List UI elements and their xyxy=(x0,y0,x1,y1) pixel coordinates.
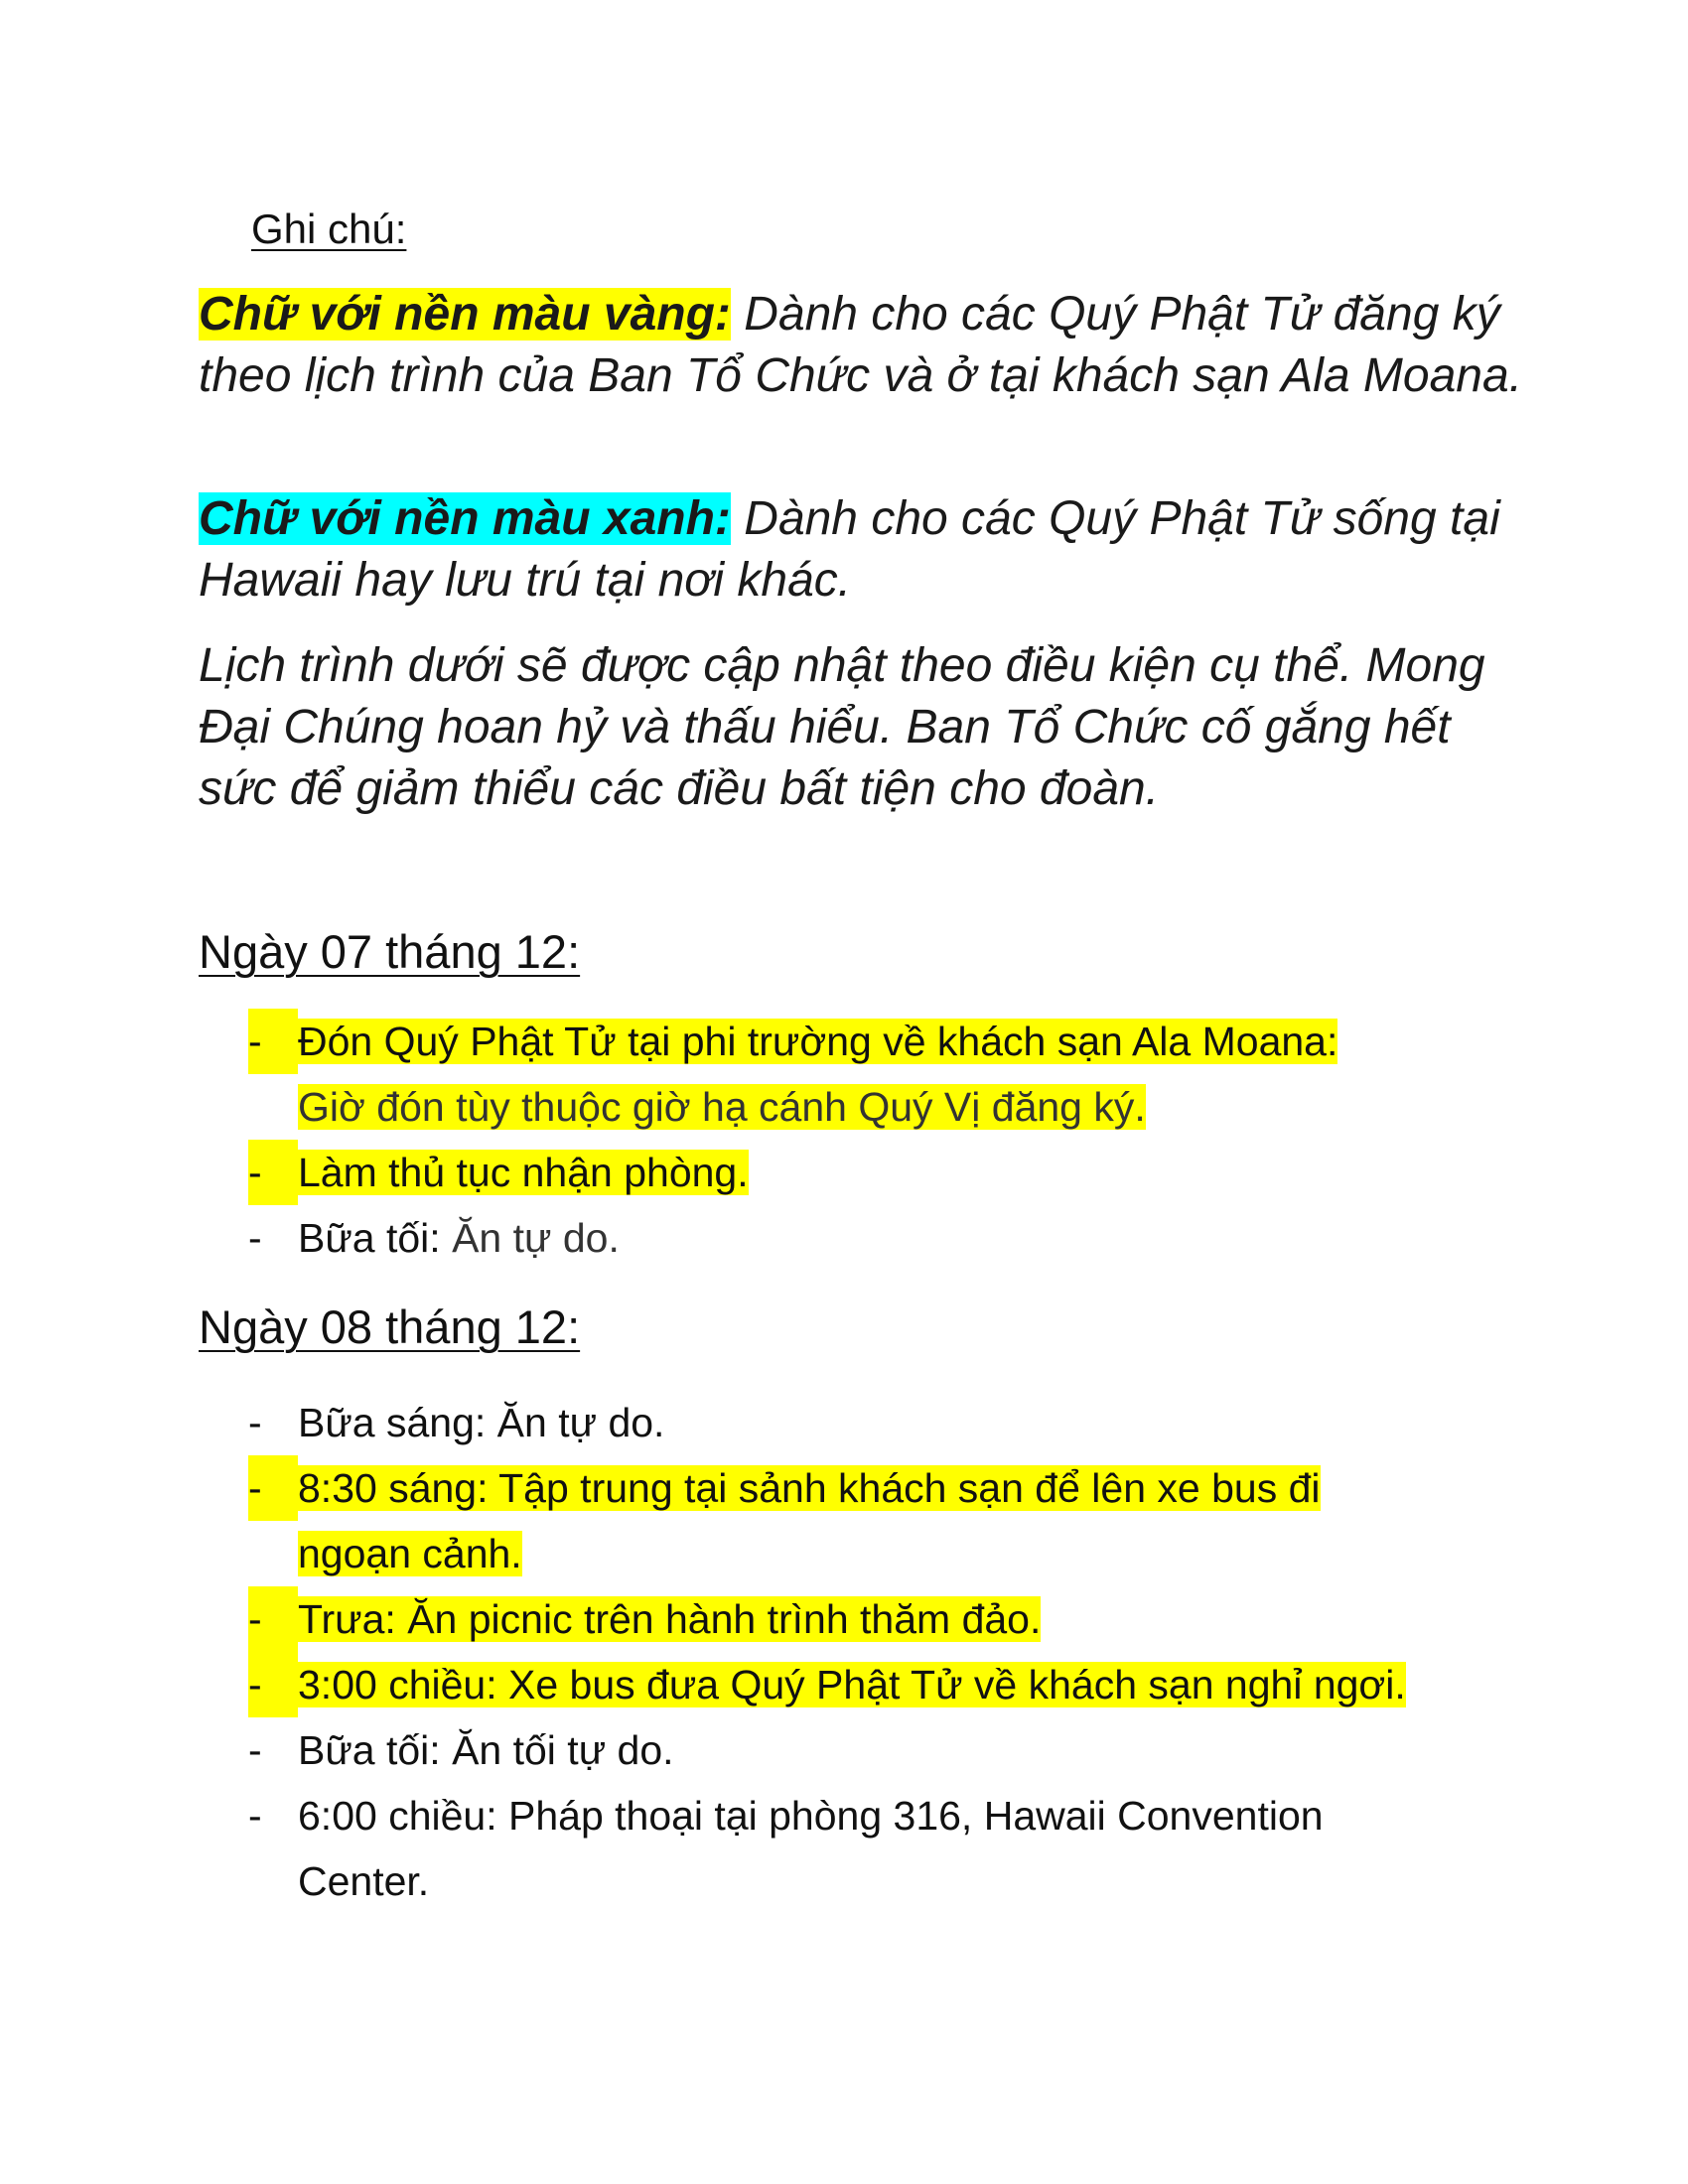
day-heading-0812: Ngày 08 tháng 12: xyxy=(199,1300,581,1353)
list-item-subtext: Center. xyxy=(298,1858,430,1904)
list-dash: - xyxy=(248,1140,298,1205)
list-item xyxy=(0,1455,1489,1586)
list-item xyxy=(0,1205,1489,1271)
cyan-legend-paragraph xyxy=(199,488,1529,612)
list-item xyxy=(0,1390,1489,1455)
list-item-subtext: Giờ đón tùy thuộc giờ hạ cánh Quý Vị đăng ký. xyxy=(298,1084,1146,1130)
list-item-subtext: ngoạn cảnh. xyxy=(298,1531,522,1576)
list-item xyxy=(0,1009,1489,1140)
note-title: Ghi chú: xyxy=(251,205,407,252)
list-dash: - xyxy=(248,1727,262,1773)
list-item-text: 6:00 chiều: Pháp thoại tại phòng 316, Hawaii Convention xyxy=(298,1793,1324,1839)
day-heading-0712: Ngày 07 tháng 12: xyxy=(199,925,581,978)
list-item-text: 8:30 sáng: Tập trung tại sảnh khách sạn để lên xe bus đi xyxy=(298,1465,1321,1511)
yellow-legend-paragraph xyxy=(199,284,1529,407)
list-dash: - xyxy=(248,1586,298,1652)
list-item xyxy=(0,1140,1489,1205)
list-item xyxy=(0,1717,1489,1783)
list-item-text: Trưa: Ăn picnic trên hành trình thăm đảo. xyxy=(298,1596,1042,1642)
cyan-legend-label: Chữ với nền màu xanh: xyxy=(199,492,731,545)
list-item xyxy=(0,1586,1489,1652)
list-dash: - xyxy=(248,1793,262,1839)
list-item xyxy=(0,1652,1489,1717)
yellow-legend-label: Chữ với nền màu vàng: xyxy=(199,288,731,341)
list-item-text: Bữa sáng: Ăn tự do. xyxy=(298,1400,665,1445)
update-notice: Lịch trình dưới sẽ được cập nhật theo điều kiện cụ thể. Mong Đại Chúng hoan hỷ và thấu hiểu. Ban Tổ Chức cố gắng hết sức để giảm thiểu các điều bất tiện cho đoàn. xyxy=(199,639,1485,815)
list-item xyxy=(0,1783,1489,1914)
list-dash: - xyxy=(248,1455,298,1521)
list-item-label: Bữa tối: xyxy=(298,1215,441,1261)
list-item-text: 3:00 chiều: Xe bus đưa Quý Phật Tử về khách sạn nghỉ ngơi. xyxy=(298,1662,1406,1707)
list-dash: - xyxy=(248,1400,262,1445)
list-dash: - xyxy=(248,1652,298,1717)
list-item-text: Bữa tối: Ăn tối tự do. xyxy=(298,1727,674,1773)
yellow-legend-text: Dành cho các Quý Phật Tử đăng ký theo lịch trình của Ban Tổ Chức và ở tại khách sạn Ala Moana. xyxy=(199,288,1523,402)
list-dash: - xyxy=(248,1009,298,1074)
list-dash: - xyxy=(248,1215,262,1261)
schedule-list-0712 xyxy=(0,1009,1489,1271)
list-item-text: Đón Quý Phật Tử tại phi trường về khách sạn Ala Moana: xyxy=(298,1019,1338,1064)
list-item-value: Ăn tự do. xyxy=(440,1215,620,1261)
list-item-text: Làm thủ tục nhận phòng. xyxy=(298,1150,749,1195)
schedule-list-0812 xyxy=(0,1390,1489,1914)
cyan-legend-text: Dành cho các Quý Phật Tử sống tại Hawaii hay lưu trú tại nơi khác. xyxy=(199,492,1500,607)
